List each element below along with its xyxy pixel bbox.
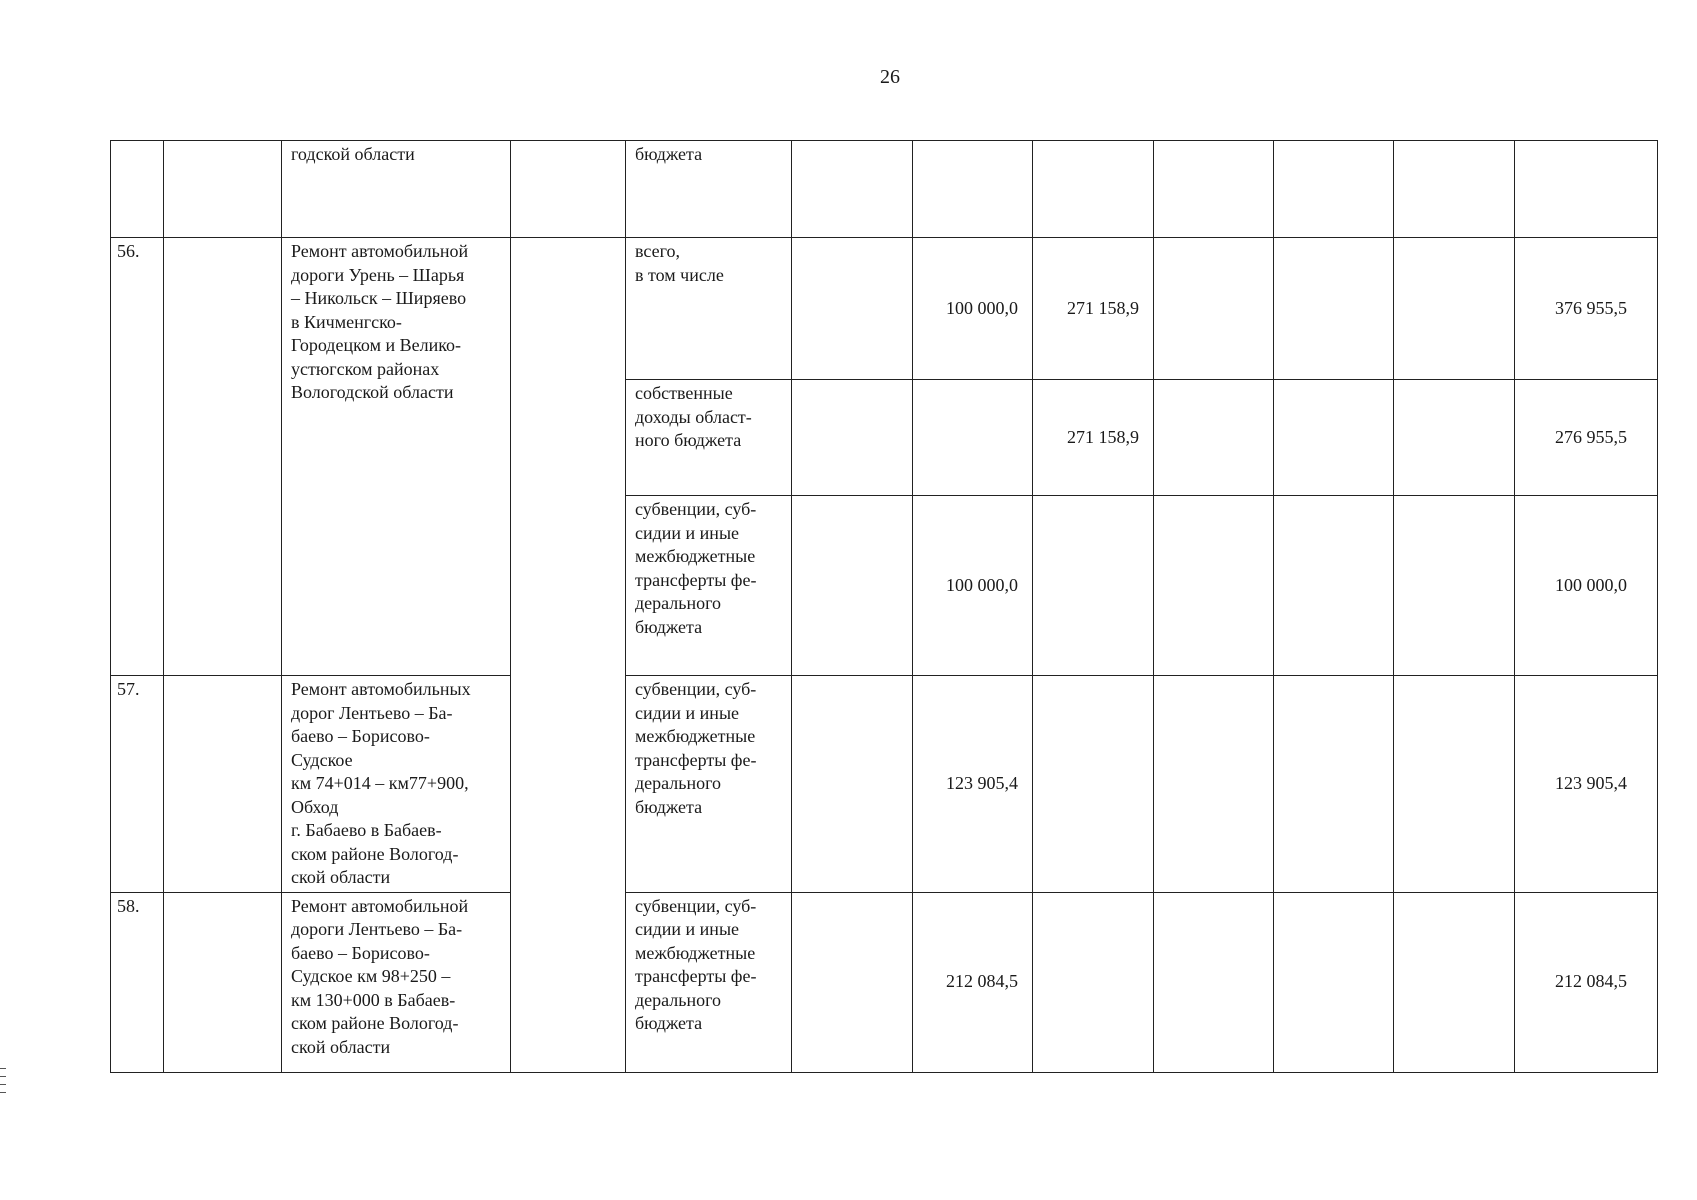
cell-value — [1154, 496, 1274, 676]
table-row-continued — [111, 141, 1658, 238]
funding-source: всего, в том числе — [626, 238, 792, 380]
table-row — [111, 892, 1658, 1072]
budget-table — [110, 140, 1658, 1073]
cell-code — [164, 892, 282, 1072]
value-total: 276 955,5 — [1515, 380, 1658, 496]
value-2026: 271 158,9 — [1033, 238, 1154, 380]
cell-number — [111, 141, 164, 238]
cell-value — [1394, 380, 1515, 496]
funding-source: субвенции, суб- сидии и иные межбюджетные трансферты фе- дерального бюджета — [626, 496, 792, 676]
cell-value — [1274, 238, 1394, 380]
cell-code — [164, 238, 282, 676]
cell-value — [1394, 892, 1515, 1072]
cell-value — [1154, 892, 1274, 1072]
value-2026 — [1033, 496, 1154, 676]
cell-executor — [511, 141, 626, 238]
value-2025 — [913, 380, 1033, 496]
value-2025: 212 084,5 — [913, 892, 1033, 1072]
cell-value — [1274, 676, 1394, 893]
value-total: 376 955,5 — [1515, 238, 1658, 380]
cell-value — [792, 380, 913, 496]
cell-value — [1154, 380, 1274, 496]
cell-value — [792, 496, 913, 676]
value-2025: 123 905,4 — [913, 676, 1033, 893]
cell-executor — [511, 238, 626, 1073]
scan-edge-marks — [0, 1068, 6, 1102]
row-number: 57. — [111, 676, 164, 893]
page-number: 26 — [880, 66, 900, 88]
cell-code — [164, 141, 282, 238]
cell-value — [1274, 496, 1394, 676]
cell-value — [1274, 141, 1394, 238]
cell-value — [792, 676, 913, 893]
value-total: 212 084,5 — [1515, 892, 1658, 1072]
row-number: 58. — [111, 892, 164, 1072]
value-total: 123 905,4 — [1515, 676, 1658, 893]
cell-value — [1154, 238, 1274, 380]
cell-value — [1274, 892, 1394, 1072]
value-2026: 271 158,9 — [1033, 380, 1154, 496]
cell-code — [164, 676, 282, 893]
project-name: Ремонт автомобильной дороги Урень – Шарья – Никольск – Ширяево в Кичменгско- Городецком и Велико- устюгском районах Вологодской области — [282, 238, 511, 676]
cell-value — [1033, 141, 1154, 238]
table-row — [111, 676, 1658, 893]
cell-value — [1394, 676, 1515, 893]
value-2026 — [1033, 892, 1154, 1072]
cell-value — [792, 238, 913, 380]
cell-value — [1394, 141, 1515, 238]
value-2026 — [1033, 676, 1154, 893]
row-number: 56. — [111, 238, 164, 676]
cell-value — [1154, 141, 1274, 238]
cell-project-name: годской области — [282, 141, 511, 238]
cell-value — [1394, 238, 1515, 380]
cell-funding-source: бюджета — [626, 141, 792, 238]
table-row — [111, 238, 1658, 380]
funding-source: собственные доходы област- ного бюджета — [626, 380, 792, 496]
funding-source: субвенции, суб- сидии и иные межбюджетные трансферты фе- дерального бюджета — [626, 892, 792, 1072]
cell-value — [792, 892, 913, 1072]
funding-source: субвенции, суб- сидии и иные межбюджетные трансферты фе- дерального бюджета — [626, 676, 792, 893]
cell-value — [792, 141, 913, 238]
cell-value — [1394, 496, 1515, 676]
cell-value — [1154, 676, 1274, 893]
cell-value — [913, 141, 1033, 238]
value-2025: 100 000,0 — [913, 496, 1033, 676]
cell-value — [1515, 141, 1658, 238]
cell-value — [1274, 380, 1394, 496]
value-total: 100 000,0 — [1515, 496, 1658, 676]
project-name: Ремонт автомобильных дорог Лентьево – Ба- баево – Борисово- Судское км 74+014 – км77+900, Обход г. Бабаево в Бабаев- ском районе Вологод- ской области — [282, 676, 511, 893]
project-name: Ремонт автомобильной дороги Лентьево – Ба- баево – Борисово- Судское км 98+250 – км 130+000 в Бабаев- ском районе Вологод- ской области — [282, 892, 511, 1072]
value-2025: 100 000,0 — [913, 238, 1033, 380]
